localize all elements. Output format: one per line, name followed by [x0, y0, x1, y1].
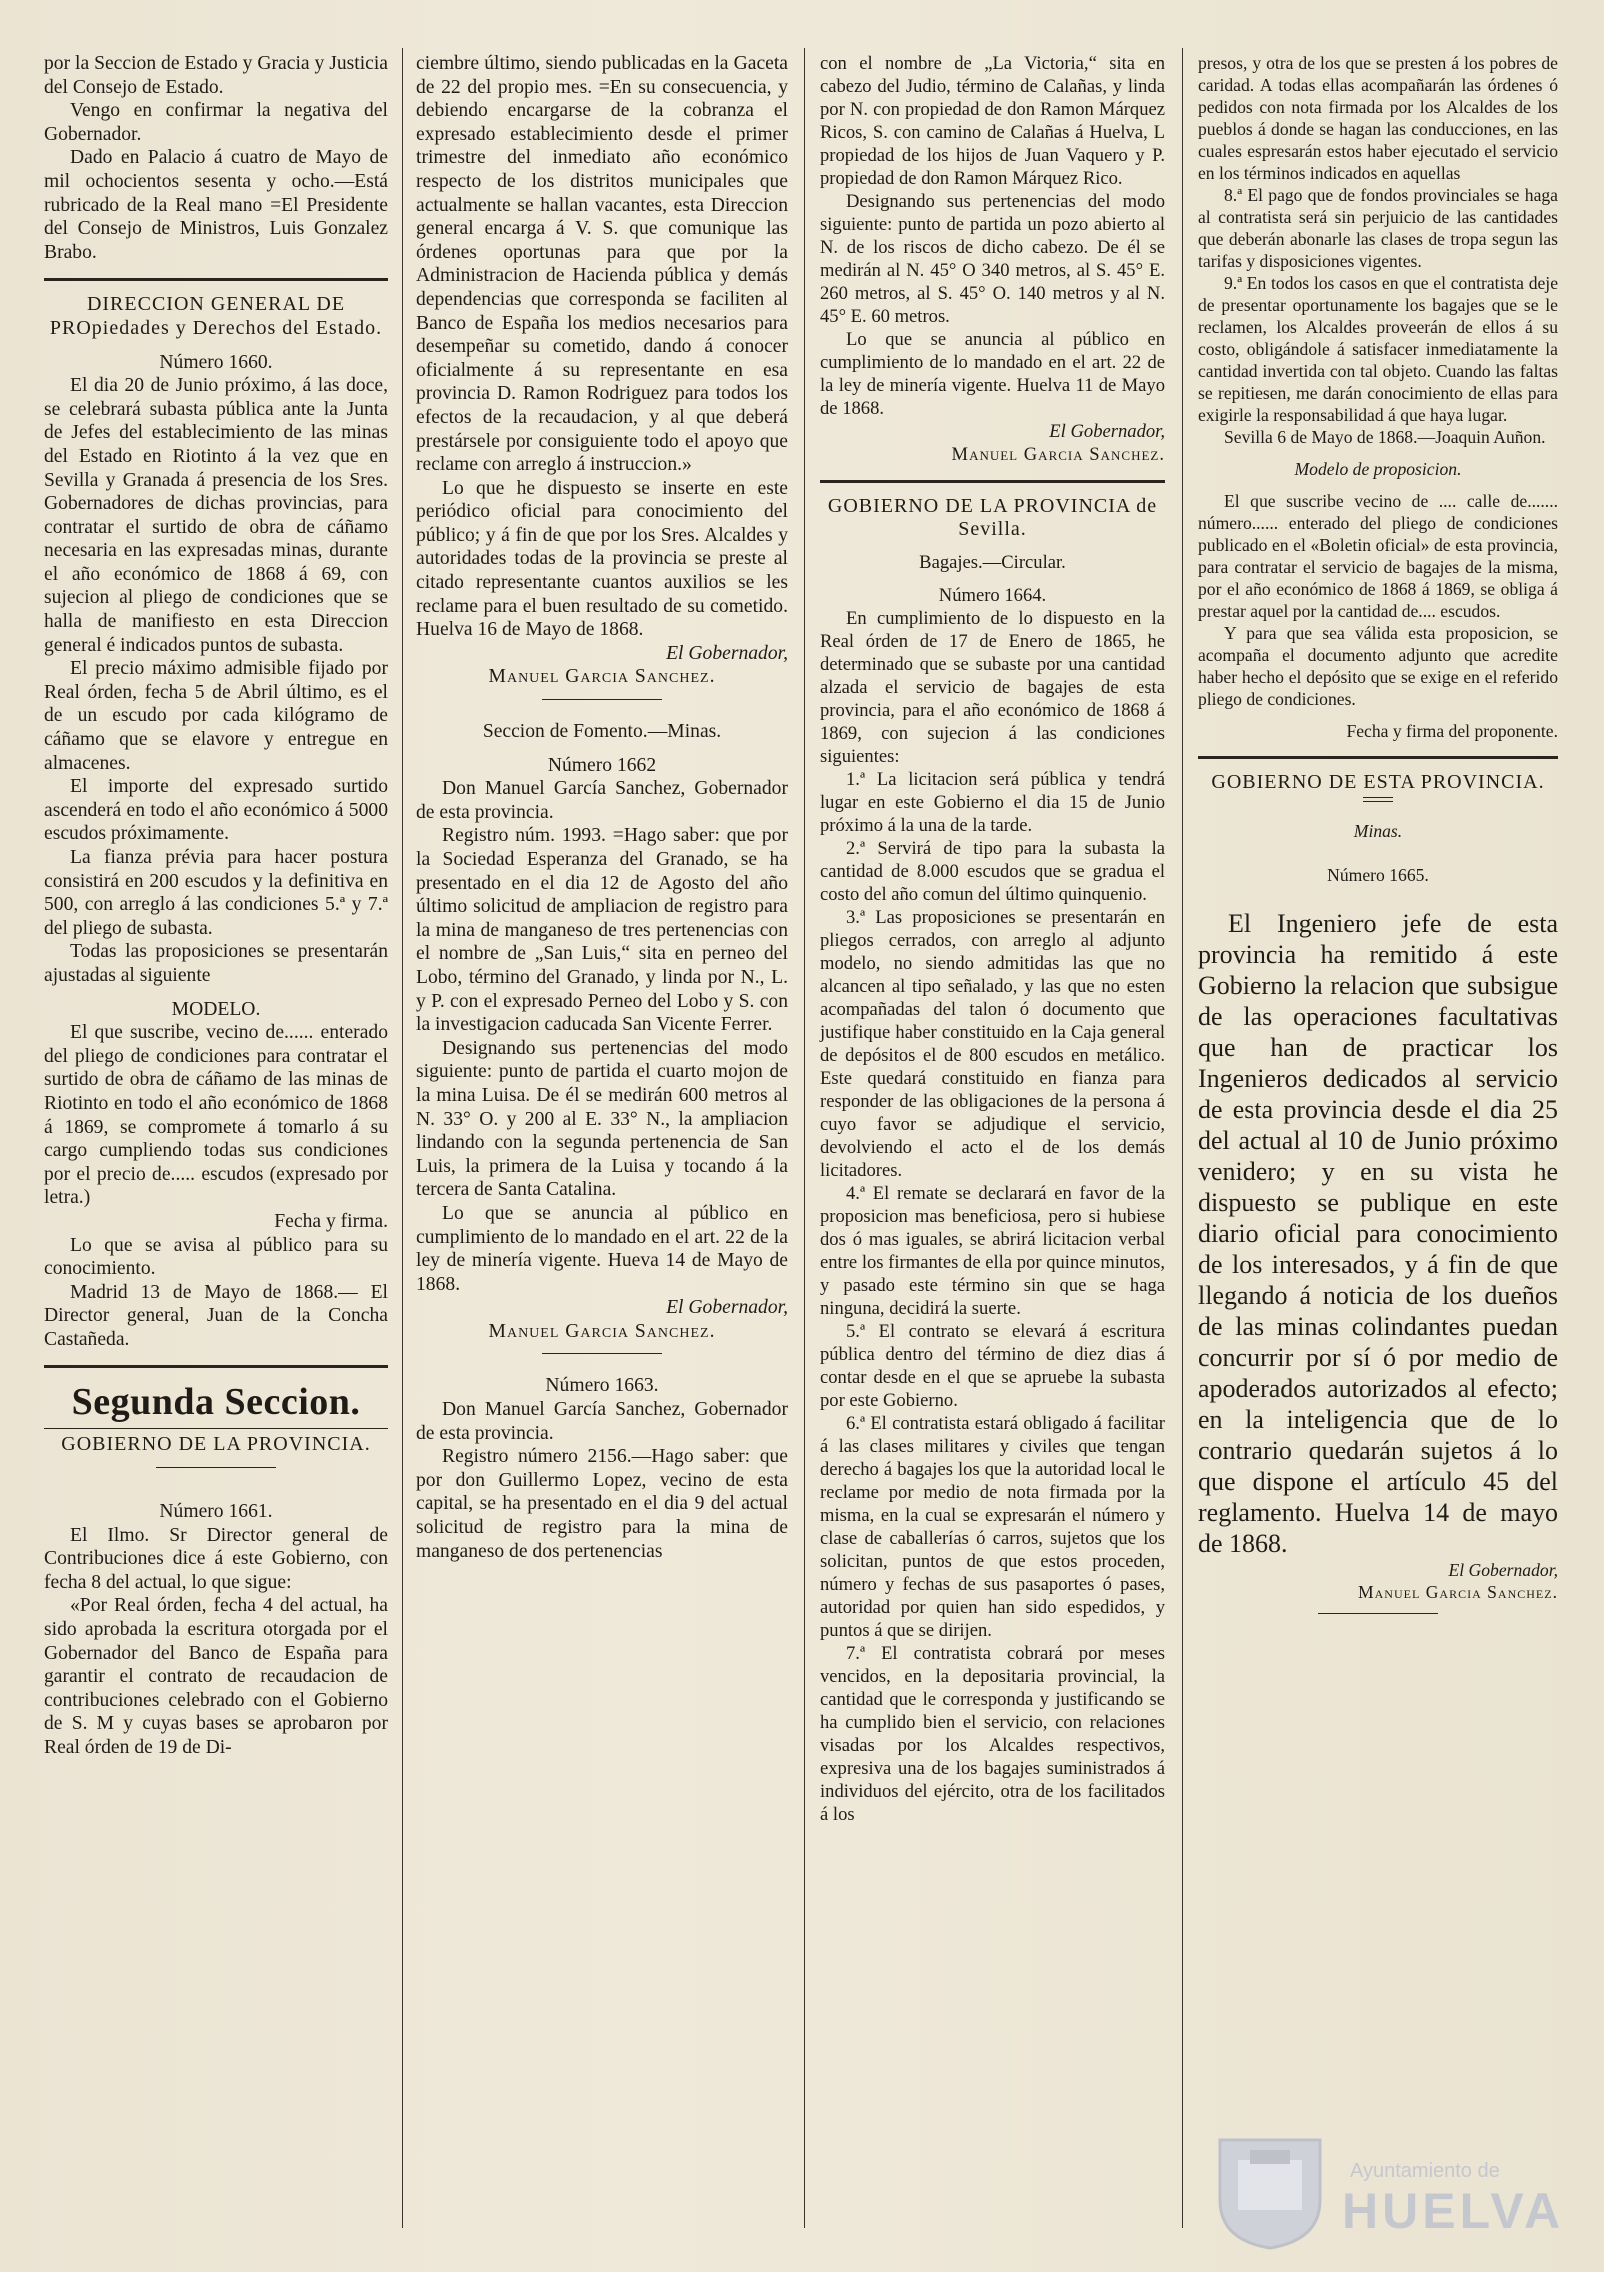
text-paragraph: MODELO.: [171, 998, 261, 1020]
column-divider: [1182, 48, 1183, 2228]
text-paragraph: En cumplimiento de lo dispuesto en la Real órden de 17 de Enero de 1865, he determinado que se subaste por una cantidad alzada el servicio de bagajes de esta provincia, para el año económico de 1868 á 1869, con sujecion á las condiciones siguientes:: [820, 608, 1165, 767]
text-paragraph: Y para que sea válida esta proposicion, se acompaña el documento adjunto que acredite haber hecho el depósito que se exige en el referido pliego de condiciones.: [1198, 623, 1558, 709]
section-heading: GOBIERNO DE LA PROVINCIA de Sevilla.: [827, 495, 1158, 540]
text-paragraph: Todas las proposiciones se presentarán ajustadas al siguiente: [44, 941, 388, 986]
spacer: [820, 541, 1165, 551]
text-paragraph: ciembre último, siendo publicadas en la Gaceta de 22 del propio mes. =En su consecuencia, y debiendo encargarse de la cobranza el expresado establecimiento desde el primer trimestre del inmediato año económico respecto de los distritos municipales que actualmente se hallan vacantes, esta Direccion general encarga á V. S. que comunique las órdenes oportunas para que por la Administracion de Hacienda pública y demás dependencias que corresponda se faciliten al Banco de España los medios necesarios para desempeñar su cometido, dando á conocer oficialmente á su representante en esa provincia D. Ramon Rodriguez para todos los efectos de la recaudacion, y al que deberá prestársele por consiguiente todo el apoyo que reclame con arreglo á instruccion.»: [416, 53, 788, 476]
spacer: [1198, 886, 1558, 908]
horizontal-rule: [1363, 797, 1393, 802]
horizontal-rule: [1318, 1613, 1438, 1614]
text-paragraph: Bagajes.—Circular.: [919, 552, 1066, 573]
crest-icon: [1210, 2120, 1330, 2250]
spacer: [44, 1478, 388, 1500]
text-paragraph: El que suscribe, vecino de...... enterado del pliego de condiciones para contratar el surtido de obra de cáñamo de las minas de Riotinto en todo el año económico de 1868 á 1869, se compromete á tomarlo á su cargo cumpliendo todas sus condiciones por el precio de..... escudos (expresado por letra.): [44, 1022, 388, 1209]
text-paragraph: La fianza prévia para hacer postura consistirá en 200 escudos y la definitiva en 500, con arreglo á las condiciones 5.ª y 7.ª del pliego de subasta.: [44, 847, 388, 939]
text-paragraph: Número 1664.: [938, 585, 1047, 606]
text-paragraph: Designando sus pertenencias del modo siguiente: punto de partida el cuarto mojon de la mina Luisa. De él se medirán 600 metros al N. 33° O. y 200 al E. 33° N., la ampliacion lindando con la segunda pertenencia de San Luis, la primera de la Luisa y tocando á la tercera de Santa Catalina.: [416, 1037, 788, 1201]
column-divider: [804, 48, 805, 2228]
text-paragraph: 4.ª El remate se declarará en favor de la proposicion mas beneficiosa, pero si hubiese dos ó mas iguales, se abrirá licitacion verbal entre los firmantes de ella por quince minutos, y pasado este término sin que se haga ninguna, decidirá la suerte.: [820, 1183, 1165, 1319]
text-paragraph: Número 1660.: [159, 351, 273, 373]
horizontal-rule: [820, 480, 1165, 483]
column-2: [416, 52, 788, 1563]
spacer: [1198, 710, 1558, 720]
horizontal-rule: [44, 1428, 388, 1429]
text-paragraph: Número 1662: [547, 754, 657, 776]
text-paragraph: 6.ª El contratista estará obligado á facilitar á las clases militares y civiles que tengan derecho á bagajes los que la autoridad local le reclame por medio de nota firmada por la misma, en la cual se expresarán el número y clase de caballerías ó carros, sujetos que los solicitan, puntos de que estos proceden, número y fechas de sus pasaportes ó pases, autoridad por quien han sido espedidos, y puntos á que se dirijen.: [820, 1413, 1165, 1641]
spacer: [44, 341, 388, 351]
text-paragraph: Manuel Garcia Sanchez.: [951, 444, 1165, 465]
watermark-seal: [1210, 2120, 1570, 2260]
column-1: [44, 52, 388, 1760]
text-paragraph: Registro número 2156.—Hago saber: que por don Guillermo Lopez, vecino de esta capital, se ha presentado en el dia 9 del actual solicitud de registro para la mina de manganeso de dos pertenencias: [416, 1446, 788, 1562]
spacer: [416, 744, 788, 754]
section-heading: GOBIERNO DE LA PROVINCIA.: [61, 1433, 371, 1456]
text-paragraph: El Gobernador,: [1448, 1560, 1558, 1580]
text-paragraph: Registro núm. 1993. =Hago saber: que por la Sociedad Esperanza del Granado, se ha presentado en el dia 12 de Agosto del año último solicitud de ampliacion de registro para la mina de manganeso de tres pertenencias con el nombre de „San Luis,“ sita en perneo del Lobo, término del Granado, y linda por N., L. y P. con el expresado Perneo del Lobo y S. con la investigacion caducada San Vicente Ferrer.: [416, 825, 788, 1036]
text-paragraph: 8.ª El pago que de fondos provinciales se haga al contratista será sin perjuicio de las cantidades que deberán abonarle las clases de tropa segun las tarifas y disposiciones vigentes.: [1198, 185, 1558, 271]
text-paragraph: El dia 20 de Junio próximo, á las doce, se celebrará subasta pública ante la Junta de Jefes del establecimiento de las minas del Estado en Riotinto á la vez que en Sevilla y Granada á presencia de los Sres. Gobernadores de dichas provincias, para contratar el surtido de obra de cáñamo necesaria en las expresadas minas, durante el año económico de 1868 á 69, con sujecion al pliego de condiciones que se halla de manifiesto en esta Direccion general é indicados puntos de subasta.: [44, 375, 388, 656]
text-paragraph: 5.ª El contrato se elevará á escritura pública dentro del término de diez dias á contar desde en el que se apruebe la subasta por este Gobierno.: [820, 1321, 1165, 1411]
text-paragraph: Número 1661.: [159, 1501, 273, 1523]
text-paragraph: 9.ª En todos los casos en que el contratista deje de presentar oportunamente los bagajes que se le reclamen, los Alcaldes proveerán de ellos á su costo, obligándole á satisfacer inmediatamente la cantidad invertida con tal objeto. Cuando las faltas se repitiesen, me darán conocimiento de ellas para exigirle la responsabilidad á que haya lugar.: [1198, 273, 1558, 425]
column-3: [820, 52, 1165, 1826]
column-divider: [402, 48, 403, 2228]
watermark-text-large: HUELVA: [1342, 2183, 1565, 2239]
text-paragraph: El importe del expresado surtido ascenderá en todo el año económico á 5000 escudos próximamente.: [44, 776, 388, 845]
text-paragraph: El Ingeniero jefe de esta provincia ha remitido á este Gobierno la relacion que subsigue de las operaciones facultativas que han de practicar los Ingenieros dedicados al servicio de esta provincia desde el dia 25 del actual al 10 de Junio próximo venidero; y en su vista he dispuesto se publique en este diario oficial para conocimiento de los interesados, y á fin de que llegando á noticia de los dueños de las minas colindantes puedan concurrir por sí ó por medio de apoderados autorizados al efecto; en la inteligencia que de lo contrario quedarán sujetos á lo que dispone el artículo 45 del reglamento. Huelva 14 de mayo de 1868.: [1198, 909, 1558, 1558]
text-paragraph: El Ilmo. Sr Director general de Contribuciones dice á este Gobierno, con fecha 8 del actual, lo que sigue:: [44, 1524, 388, 1593]
spacer: [44, 988, 388, 998]
text-paragraph: Dado en Palacio á cuatro de Mayo de mil ochocientos sesenta y ocho.—Está rubricado de la Real mano =El Presidente del Consejo de Ministros, Luis Gonzalez Brabo.: [44, 147, 388, 263]
column-4: [1198, 52, 1558, 1624]
horizontal-rule: [156, 1467, 276, 1468]
spacer: [416, 1364, 788, 1374]
text-paragraph: Seccion de Fomento.—Minas.: [482, 721, 722, 743]
text-paragraph: Don Manuel García Sanchez, Gobernador de esta provincia.: [416, 1399, 788, 1444]
section-title: Segunda Seccion.: [71, 1381, 361, 1424]
text-paragraph: Modelo de proposicion.: [1294, 459, 1462, 479]
text-paragraph: Vengo en confirmar la negativa del Gobernador.: [44, 100, 388, 145]
text-paragraph: El Gobernador,: [1049, 421, 1165, 442]
text-paragraph: Fecha y firma del proponente.: [1346, 721, 1558, 741]
spacer: [1198, 448, 1558, 458]
text-paragraph: 2.ª Servirá de tipo para la subasta la cantidad de 8.000 escudos que se gradua el costo del año comun del último quinquenio.: [820, 838, 1165, 905]
text-paragraph: 1.ª La licitacion será pública y tendrá lugar en este Gobierno el dia 15 de Junio próximo á la una de la tarde.: [820, 769, 1165, 836]
text-paragraph: Sevilla 6 de Mayo de 1868.—Joaquin Auñon.: [1224, 427, 1546, 447]
section-heading: DIRECCION GENERAL DE PROpiedades y Derechos del Estado.: [49, 293, 383, 339]
text-paragraph: Don Manuel García Sanchez, Gobernador de esta provincia.: [416, 778, 788, 823]
text-paragraph: Número 1665.: [1327, 865, 1429, 885]
horizontal-rule: [44, 1365, 388, 1368]
spacer: [1198, 480, 1558, 490]
text-paragraph: El precio máximo admisible fijado por Real órden, fecha 5 de Abril último, es el de un escudo por cada kilógramo de cáñamo que se elavore y entregue en almacenes.: [44, 658, 388, 774]
text-paragraph: Manuel Garcia Sanchez.: [488, 1320, 716, 1342]
text-paragraph: Lo que se avisa al público para su conocimiento.: [44, 1234, 388, 1280]
spacer: [1198, 810, 1558, 820]
text-paragraph: El Gobernador,: [666, 642, 788, 664]
text-paragraph: Lo que se anuncia al público en cumplimiento de lo mandado en el art. 22 de la ley de minería vigente. Hueva 14 de Mayo de 1868.: [416, 1202, 788, 1295]
text-paragraph: presos, y otra de los que se presten á los pobres de caridad. A todas ellas acompañarán las órdenes ó pedidos con nota firmada por los Alcaldes de los pueblos á donde se hagan las conducciones, en las cuales espresarán estos haber ejecutado el servicio en los términos indicados en aquellas: [1198, 53, 1558, 183]
text-paragraph: con el nombre de „La Victoria,“ sita en cabezo del Judio, término de Calañas, y linda por N. con propiedad de don Ramon Márquez Ricos, S. con camino de Calañas á Huelva, L propiedad de los hijos de Juan Vaquero y P. propiedad de don Ramon Márquez Rico.: [820, 53, 1165, 189]
text-paragraph: Manuel Garcia Sanchez.: [1358, 1582, 1558, 1602]
section-heading: GOBIERNO DE ESTA PROVINCIA.: [1211, 771, 1545, 793]
horizontal-rule: [44, 278, 388, 281]
text-paragraph: Número 1663.: [545, 1375, 659, 1397]
text-paragraph: por la Seccion de Estado y Gracia y Justicia del Consejo de Estado.: [44, 53, 388, 98]
text-paragraph: El Gobernador,: [666, 1297, 788, 1319]
text-paragraph: 7.ª El contratista cobrará por meses vencidos, en la depositaria provincial, la cantidad que le corresponda y justificando se ha cumplido bien el servicio, con relaciones visadas por los Alcaldes respectivos, expresiva una de los bagajes suministrados á individuos del ejército, otra de los facilitados á los: [820, 1643, 1165, 1825]
text-paragraph: Minas.: [1353, 821, 1403, 841]
watermark-text-small: Ayuntamiento de: [1350, 2160, 1500, 2182]
text-paragraph: Lo que he dispuesto se inserte en este periódico oficial para conocimiento del público; y á fin de que por los Sres. Alcaldes y autoridades todas de la provincia se preste al citado representante cuantos auxilios se les reclame para el buen resultado de su cometido. Huelva 16 de Mayo de 1868.: [416, 477, 788, 641]
spacer: [416, 710, 788, 720]
text-paragraph: Designando sus pertenencias del modo siguiente: punto de partida un pozo abierto al N. de los riscos de dicho cabezo. De él se medirán al N. 45° O 340 metros, al S. 45° E. 260 metros, al S. 45° O. 140 metros y al N. 45° E. 60 metros.: [820, 191, 1165, 327]
spacer: [1198, 842, 1558, 864]
text-paragraph: El que suscribe vecino de .... calle de....... número...... enterado del pliego de condiciones publicado en el «Boletin oficial» de esta provincia, para contratar el servicio de bagajes de la misma, por el año económico de 1868 á 1869, se obliga á prestar aquel por la cantidad de.... escudos.: [1198, 491, 1558, 621]
horizontal-rule: [542, 1353, 662, 1354]
text-paragraph: Manuel Garcia Sanchez.: [488, 666, 716, 688]
text-paragraph: «Por Real órden, fecha 4 del actual, ha sido aprobada la escritura otorgada por el Gobernador del Banco de España para garantir el contrato de recaudacion de contribuciones celebrado con el Gobierno de S. M y cuyas bases se aprobaron por Real órden de 19 de Di-: [44, 1595, 388, 1758]
text-paragraph: Fecha y firma.: [274, 1210, 388, 1232]
spacer: [820, 574, 1165, 584]
text-paragraph: Lo que se anuncia al público en cumplimiento de lo mandado en el art. 22 de la ley de minería vigente. Huelva 11 de Mayo de 1868.: [820, 329, 1165, 419]
horizontal-rule: [1198, 756, 1558, 759]
text-paragraph: Madrid 13 de Mayo de 1868.— El Director general, Juan de la Concha Castañeda.: [44, 1281, 388, 1350]
horizontal-rule: [542, 699, 662, 700]
text-paragraph: 3.ª Las proposiciones se presentarán en pliegos cerrados, con arreglo al adjunto modelo, no siendo admitidas las que no alcancen al tipo señalado, y las que no esten acompañadas del talon ó documento que justifique haber constituido en la Caja general de depósitos el de 800 escudos en metálico. Este quedará constituido en fianza para responder de las obligaciones de la persona á cuyo favor se adjudique el servicio, devolviendo el acto el de los demás licitadores.: [820, 907, 1165, 1181]
